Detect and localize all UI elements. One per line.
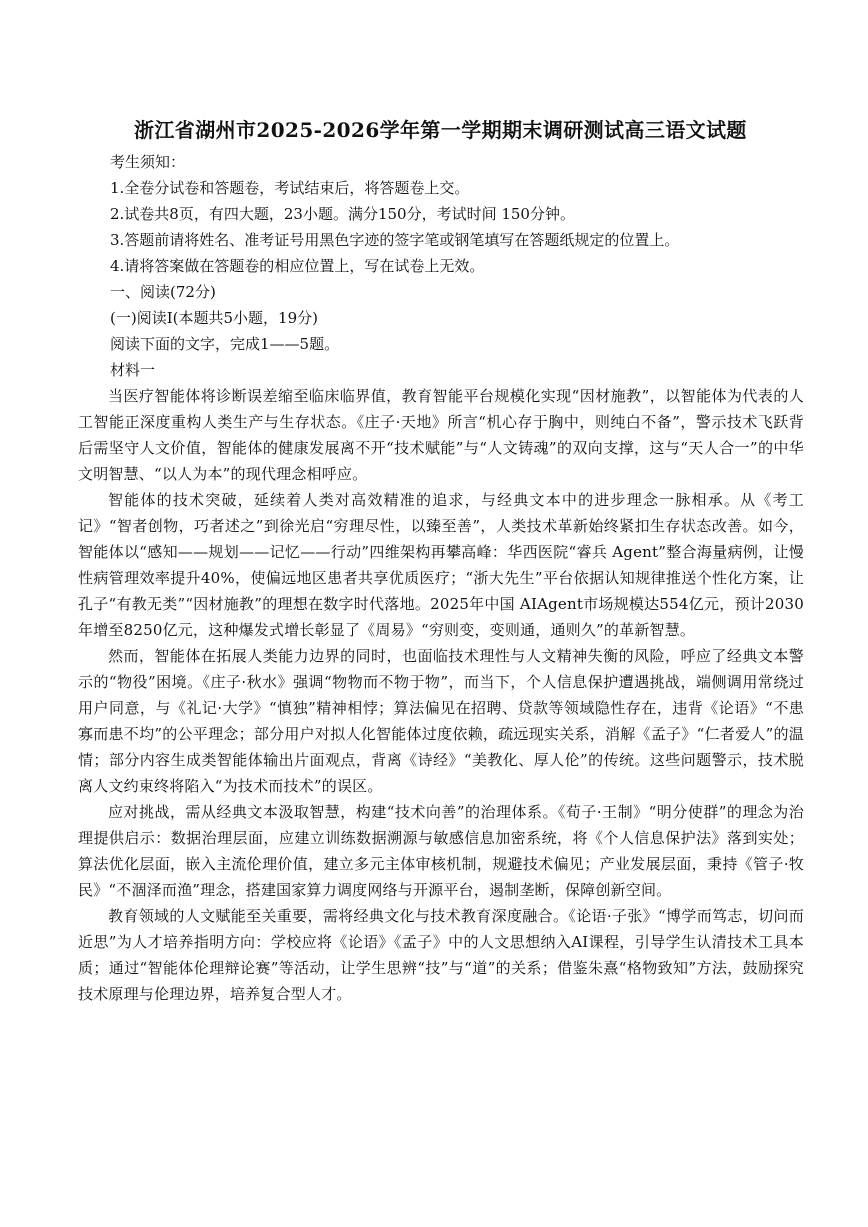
- subsection-heading: (一)阅读Ⅰ(本题共5小题，19分): [110, 309, 318, 327]
- paragraph: 然而，智能体在拓展人类能力边界的同时，也面临技术理性与人文精神失衡的风险，呼应了经典文本警示的“物役”困境。《庄子·秋水》强调“物物而不物于物”，而当下，个人信息保护遭遇挑战，端侧调用常绕过用户同意，与《礼记·大学》“慎独”精神相悖；算法偏见在招聘、贷款等领域隐性存在，违背《论语》“不患寡而患不均”的公平理念；部分用户对拟人化智能体过度依赖，疏远现实关系，消解《孟子》“仁者爱人”的温情；部分内容生成类智能体输出片面观点，背离《诗经》“美教化、厚人伦”的传统。这些问题警示，技术脱离人文约束终将陷入“为技术而技术”的误区。: [78, 647, 804, 795]
- exam-title: 浙江省湖州市2025-2026学年第一学期期末调研测试高三语文试题: [134, 118, 747, 142]
- notice-item-2: 2.试卷共8页，有四大题，23小题。满分150分，考试时间 150分钟。: [110, 205, 575, 223]
- paragraph: 教育领域的人文赋能至关重要，需将经典文化与技术教育深度融合。《论语·子张》“博学而笃志，切问而近思”为人才培养指明方向：学校应将《论语》《孟子》中的人文思想纳入AI课程，引导学生认清技术工具本质；通过“智能体伦理辩论赛”等活动，让学生思辨“技”与“道”的关系；借鉴朱熹“格物致知”方法，鼓励探究技术原理与伦理边界，培养复合型人才。: [78, 907, 804, 1003]
- candidate-notice: [78, 149, 804, 279]
- notice-item-3: 3.答题前请将姓名、准考证号用黑色字迹的签字笔或钢笔填写在答题纸规定的位置上。: [110, 231, 680, 249]
- material-label: 材料一: [110, 361, 156, 379]
- section-heading: 一、阅读(72分): [110, 283, 216, 301]
- paragraph: 当医疗智能体将诊断误差缩至临床临界值，教育智能平台规模化实现“因材施教”，以智能体为代表的人工智能正深度重构人类生产与生存状态。《庄子·天地》所言“机心存于胸中，则纯白不备”，警示技术飞跃背后需坚守人文价值，智能体的健康发展离不开“技术赋能”与“人文铸魂”的双向支撑，这与“天人合一”的中华文明智慧、“以人为本”的现代理念相呼应。: [78, 387, 804, 483]
- material-body: [78, 383, 804, 1007]
- notice-item-1: 1.全卷分试卷和答题卷，考试结束后，将答题卷上交。: [110, 179, 470, 197]
- paragraph: 应对挑战，需从经典文本汲取智慧，构建“技术向善”的治理体系。《荀子·王制》“明分使群”的理念为治理提供启示：数据治理层面，应建立训练数据溯源与敏感信息加密系统，将《个人信息保护法》落到实处；算法优化层面，嵌入主流伦理价值，建立多元主体审核机制，规避技术偏见；产业发展层面，秉持《管子·牧民》“不涸泽而渔”理念，搭建国家算力调度网络与开源平台，遏制垄断，保障创新空间。: [78, 803, 804, 899]
- paragraph: 智能体的技术突破，延续着人类对高效精准的追求，与经典文本中的进步理念一脉相承。从《考工记》“智者创物，巧者述之”到徐光启“穷理尽性，以臻至善”，人类技术革新始终紧扣生存状态改善。如今，智能体以“感知——规划——记忆——行动”四维架构再攀高峰：华西医院“睿兵 Agent”整合海量病例，让慢性病管理效率提升40%，使偏远地区患者共享优质医疗；“浙大先生”平台依据认知规律推送个性化方案，让孔子“有教无类”“因材施教”的理想在数字时代落地。2025年中国 AIAgent市场规模达554亿元，预计2030年增至8250亿元，这种爆发式增长彰显了《周易》“穷则变，变则通，通则久”的革新智慧。: [78, 491, 804, 639]
- notice-heading: 考生须知：: [110, 153, 186, 171]
- reading-instruction: 阅读下面的文字，完成1——5题。: [110, 335, 340, 353]
- notice-item-4: 4.请将答案做在答题卷的相应位置上，写在试卷上无效。: [110, 257, 485, 275]
